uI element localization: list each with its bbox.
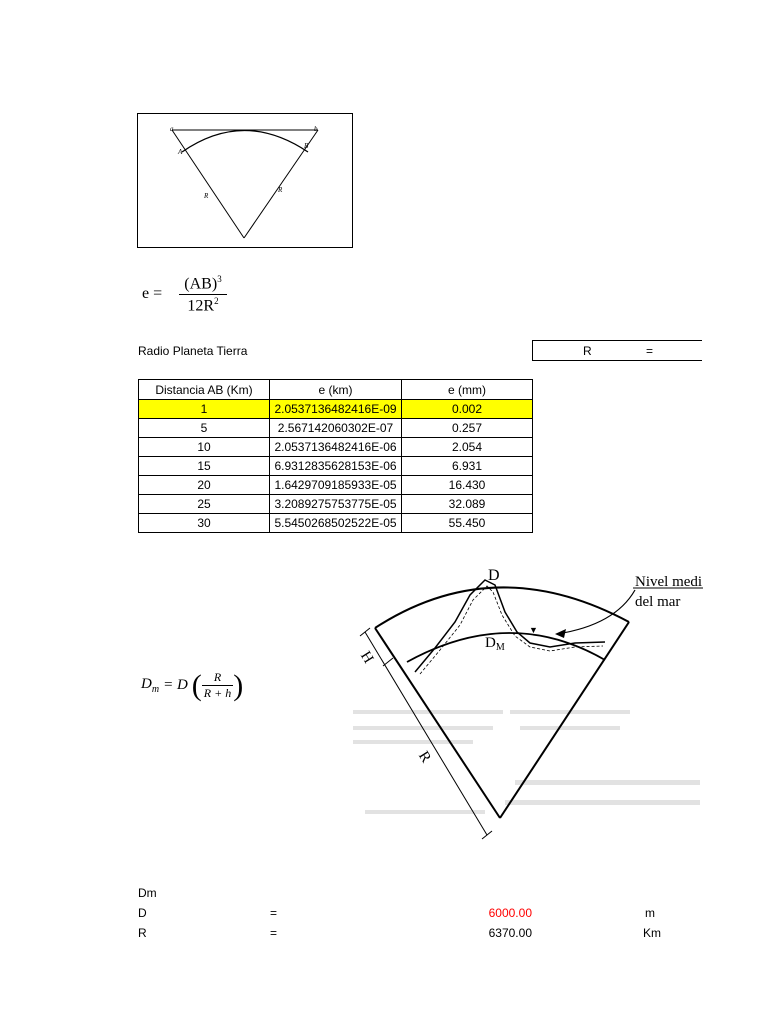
cell-e-km: 2.0537136482416E-06 xyxy=(270,438,402,457)
cell-e-km: 2.0537136482416E-09 xyxy=(270,400,402,419)
header-distance: Distancia AB (Km) xyxy=(139,380,270,400)
radius-eq: = xyxy=(646,344,654,358)
arc-curve xyxy=(182,131,308,153)
dimension-line xyxy=(365,632,487,835)
row-r-name: R xyxy=(138,926,147,940)
paren-open: ( xyxy=(191,668,202,702)
cell-e-km: 2.567142060302E-07 xyxy=(270,419,402,438)
arrow-head-icon xyxy=(555,629,566,638)
label-A: A xyxy=(178,148,183,156)
cell-distance: 20 xyxy=(139,476,270,495)
cell-e-mm: 32.089 xyxy=(402,495,533,514)
radius-box xyxy=(532,340,702,361)
row-d-unit: m xyxy=(645,906,655,920)
arc-diagram-figure xyxy=(137,113,353,248)
cell-e-mm: 0.002 xyxy=(402,400,533,419)
formula2-num: R xyxy=(202,670,233,686)
formula-fraction xyxy=(179,274,227,316)
cell-distance: 25 xyxy=(139,495,270,514)
formula-lhs: e xyxy=(142,285,150,302)
row-d-value: 6000.00 xyxy=(488,906,532,920)
row-r-eq: = xyxy=(270,926,278,940)
reduction-formula xyxy=(141,670,243,701)
cell-e-km: 5.5450268502522E-05 xyxy=(270,514,402,533)
table-row xyxy=(139,514,533,533)
paren-close: ) xyxy=(233,668,244,702)
label-b: b xyxy=(314,125,318,133)
cell-e-mm: 6.931 xyxy=(402,457,533,476)
cell-e-mm: 0.257 xyxy=(402,419,533,438)
error-formula xyxy=(142,285,162,303)
formula-denominator: 12R xyxy=(187,297,215,315)
cell-distance: 1 xyxy=(139,400,270,419)
sea-level-figure xyxy=(345,550,703,850)
label-R-right: R xyxy=(278,186,283,194)
cell-e-mm: 2.054 xyxy=(402,438,533,457)
dimension-tick-bottom xyxy=(482,831,492,839)
formula2-den: R + h xyxy=(203,686,232,700)
label-D: D xyxy=(488,567,500,584)
table-row xyxy=(139,476,533,495)
row-r-unit: Km xyxy=(643,926,661,940)
cell-distance: 10 xyxy=(139,438,270,457)
radius-left-line xyxy=(172,130,244,238)
formula2-fraction xyxy=(202,670,233,701)
cell-e-mm: 16.430 xyxy=(402,476,533,495)
cell-e-km: 6.9312835628153E-06 xyxy=(270,457,402,476)
row-d-eq: = xyxy=(270,906,278,920)
radius-label: Radio Planeta Tierra xyxy=(138,344,248,358)
label-nivel-line2: del mar xyxy=(635,594,681,610)
cell-distance: 15 xyxy=(139,457,270,476)
cell-e-mm: 55.450 xyxy=(402,514,533,533)
header-e-mm: e (mm) xyxy=(402,380,533,400)
row-d-name: D xyxy=(138,906,147,920)
sea-level-mark: ▼ xyxy=(529,625,538,635)
label-R: R xyxy=(415,748,434,766)
dm-label: Dm xyxy=(138,886,157,900)
sector-right-line xyxy=(500,622,629,818)
table-row xyxy=(139,457,533,476)
formula-eq: = xyxy=(153,285,163,302)
sea-level-svg xyxy=(345,550,703,850)
label-nivel-line1: Nivel medi xyxy=(635,574,703,590)
row-r-value: 6370.00 xyxy=(488,926,532,940)
label-H: H xyxy=(357,648,377,667)
radius-symbol: R xyxy=(583,344,592,358)
table-header-row xyxy=(139,380,533,400)
background-noise xyxy=(353,710,700,814)
inner-arc xyxy=(407,633,605,662)
formula2-lhs: $D_m$ xyxy=(141,676,160,695)
sector-left-line xyxy=(375,628,500,818)
outer-arc xyxy=(375,587,629,628)
label-R-left: R xyxy=(204,192,209,200)
table-row xyxy=(139,438,533,457)
cell-distance: 30 xyxy=(139,514,270,533)
cell-distance: 5 xyxy=(139,419,270,438)
header-e-km: e (km) xyxy=(270,380,402,400)
table-row xyxy=(139,495,533,514)
terrain-line xyxy=(415,580,605,672)
formula-numerator: (AB) xyxy=(184,275,218,293)
dimension-tick-top xyxy=(360,628,370,636)
arc-diagram-svg xyxy=(138,114,352,247)
table-row xyxy=(139,400,533,419)
table-row xyxy=(139,419,533,438)
distance-table xyxy=(138,379,533,533)
dimension-tick-mid xyxy=(383,658,393,666)
label-a: a xyxy=(170,125,174,133)
cell-e-km: 1.6429709185933E-05 xyxy=(270,476,402,495)
formula2-eq: = D xyxy=(163,677,188,693)
label-DM: $D_M$ xyxy=(485,635,505,653)
cell-e-km: 3.2089275753775E-05 xyxy=(270,495,402,514)
formula-num-exp: 3 xyxy=(217,274,222,284)
formula-den-exp: 2 xyxy=(214,296,219,307)
label-B: B xyxy=(304,142,309,150)
